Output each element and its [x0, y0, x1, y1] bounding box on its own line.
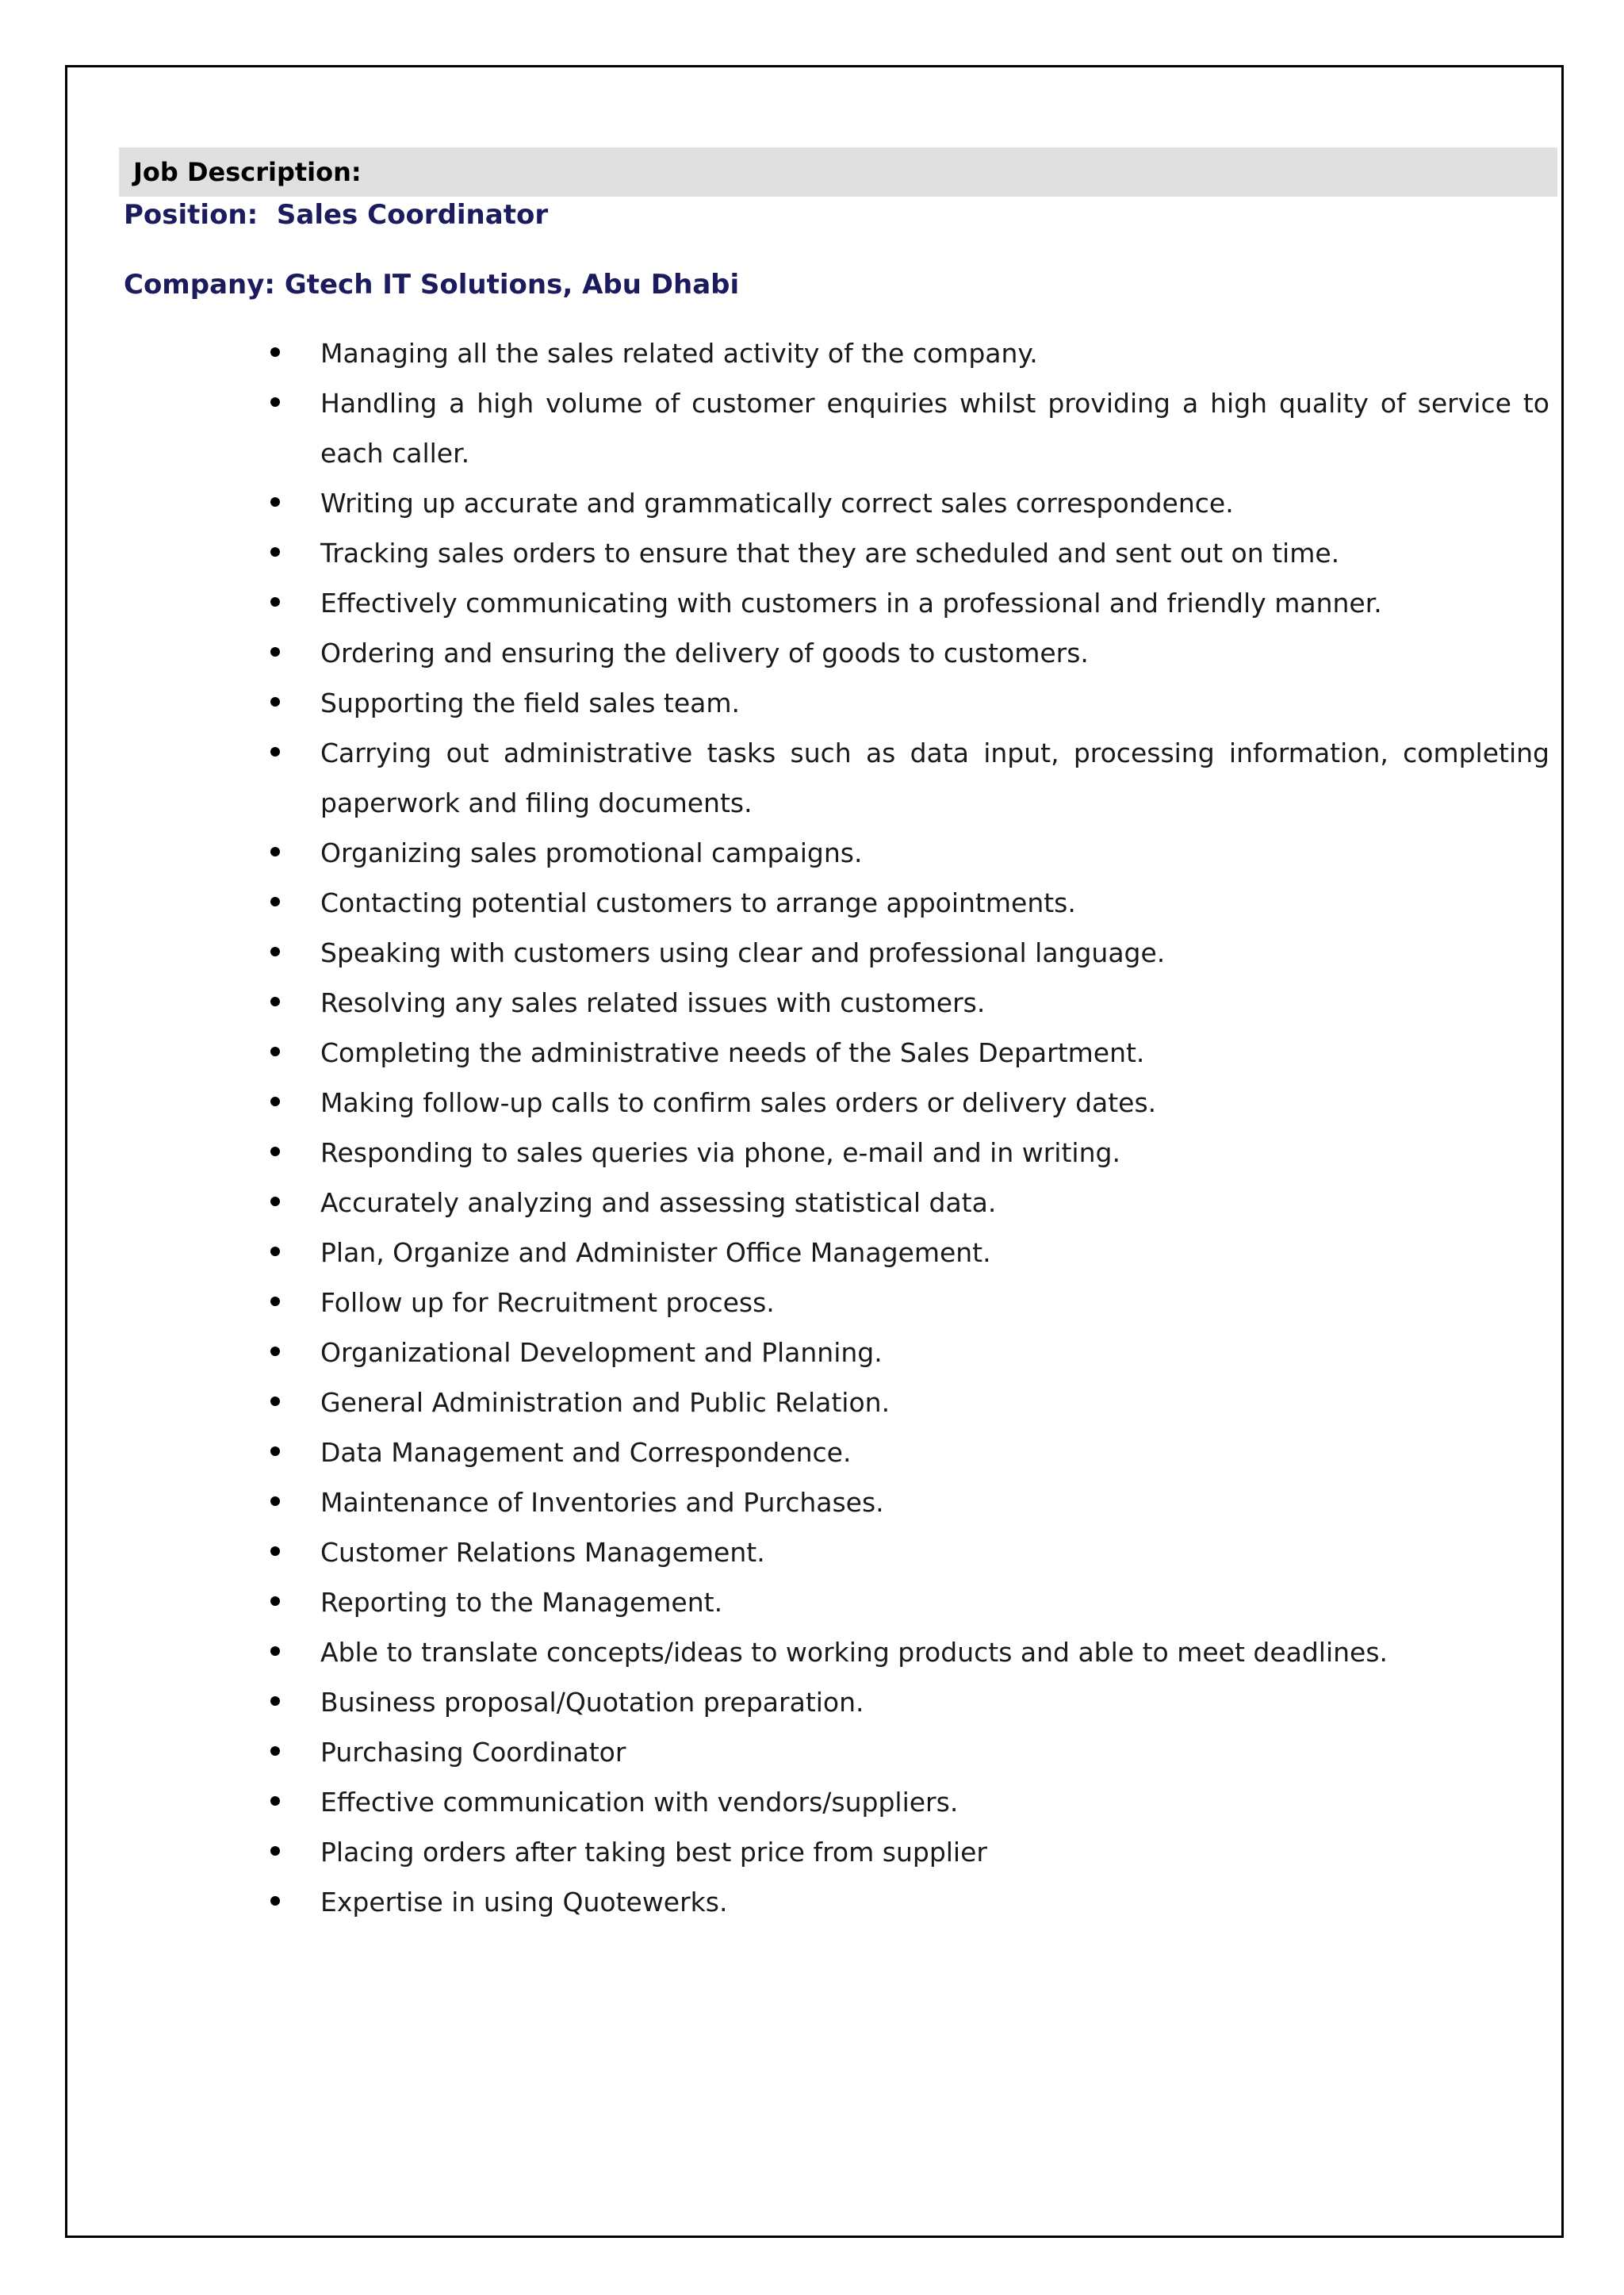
list-item-text: Carrying out administrative tasks such as data input, processing information, completing paperwork and filing documents.	[320, 738, 1549, 818]
list-item-text: Managing all the sales related activity of the company.	[320, 338, 1038, 369]
list-item	[0, 1377, 1624, 1427]
list-item-text: Reporting to the Management.	[320, 1587, 723, 1618]
list-item	[0, 1328, 1624, 1377]
list-item-text: Completing the administrative needs of the Sales Department.	[320, 1037, 1145, 1068]
list-item-text: Responding to sales queries via phone, e-mail and in writing.	[320, 1137, 1120, 1168]
list-item	[0, 1278, 1624, 1328]
bullet-icon	[270, 1496, 280, 1506]
list-item-text: Follow up for Recruitment process.	[320, 1287, 775, 1318]
section-title: Job Description:	[133, 157, 362, 187]
bullet-icon	[270, 497, 280, 507]
list-item-text: Plan, Organize and Administer Office Management.	[320, 1237, 991, 1268]
bullet-icon	[270, 1546, 280, 1556]
list-item	[0, 1727, 1624, 1777]
bullet-icon	[270, 547, 280, 557]
list-item	[0, 378, 1624, 478]
bullet-icon	[270, 1846, 280, 1856]
bullet-icon	[270, 947, 280, 956]
bullet-icon	[270, 1896, 280, 1906]
bullet-icon	[270, 1596, 280, 1606]
list-item	[0, 678, 1624, 728]
list-item-text: General Administration and Public Relation.	[320, 1387, 891, 1418]
list-item-text: Writing up accurate and grammatically correct sales correspondence.	[320, 488, 1234, 519]
list-item	[0, 978, 1624, 1028]
duties-list	[0, 328, 1624, 1927]
list-item	[0, 1427, 1624, 1477]
list-item	[0, 1627, 1624, 1677]
bullet-icon	[270, 847, 280, 856]
bullet-icon	[270, 747, 280, 757]
list-item	[0, 1028, 1624, 1078]
bullet-icon	[270, 1746, 280, 1756]
list-item	[0, 628, 1624, 678]
bullet-icon	[270, 1297, 280, 1306]
list-item	[0, 1477, 1624, 1527]
list-item-text: Supporting the field sales team.	[320, 688, 740, 718]
list-item-text: Organizational Development and Planning.	[320, 1337, 883, 1368]
bullet-icon	[270, 1347, 280, 1356]
list-item	[0, 1577, 1624, 1627]
list-item-text: Effectively communicating with customers in a professional and friendly manner.	[320, 588, 1382, 619]
list-item-text: Expertise in using Quotewerks.	[320, 1887, 728, 1918]
bullet-icon	[270, 1646, 280, 1656]
list-item-text: Accurately analyzing and assessing statistical data.	[320, 1187, 997, 1218]
list-item	[0, 1877, 1624, 1927]
bullet-icon	[270, 597, 280, 607]
list-item-text: Tracking sales orders to ensure that they are scheduled and sent out on time.	[320, 538, 1340, 569]
bullet-icon	[270, 1147, 280, 1156]
list-item-text: Organizing sales promotional campaigns.	[320, 837, 863, 868]
company-line: Company: Gtech IT Solutions, Abu Dhabi	[124, 269, 740, 301]
list-item	[0, 928, 1624, 978]
list-item	[0, 1777, 1624, 1827]
list-item	[0, 478, 1624, 528]
list-item-text: Data Management and Correspondence.	[320, 1437, 852, 1468]
bullet-icon	[270, 897, 280, 906]
bullet-icon	[270, 997, 280, 1006]
bullet-icon	[270, 1796, 280, 1806]
bullet-icon	[270, 1446, 280, 1456]
bullet-icon	[270, 1047, 280, 1056]
list-item	[0, 528, 1624, 578]
bullet-icon	[270, 697, 280, 707]
bullet-icon	[270, 1397, 280, 1406]
list-item-text: Able to translate concepts/ideas to working products and able to meet deadlines.	[320, 1637, 1388, 1668]
list-item	[0, 728, 1624, 828]
bullet-icon	[270, 1696, 280, 1706]
bullet-icon	[270, 1197, 280, 1206]
list-item-text: Customer Relations Management.	[320, 1537, 765, 1568]
list-item	[0, 1677, 1624, 1727]
list-item	[0, 1078, 1624, 1128]
list-item	[0, 1128, 1624, 1178]
list-item	[0, 1228, 1624, 1278]
list-item-text: Contacting potential customers to arrange appointments.	[320, 887, 1076, 918]
list-item-text: Purchasing Coordinator	[320, 1737, 626, 1768]
list-item	[0, 1178, 1624, 1228]
bullet-icon	[270, 347, 280, 357]
bullet-icon	[270, 1097, 280, 1106]
list-item-text: Handling a high volume of customer enquiries whilst providing a high quality of service to each caller.	[320, 388, 1549, 469]
list-item	[0, 878, 1624, 928]
list-item	[0, 328, 1624, 378]
list-item-text: Resolving any sales related issues with customers.	[320, 987, 986, 1018]
position-line: Position: Sales Coordinator	[124, 199, 549, 231]
list-item-text: Business proposal/Quotation preparation.	[320, 1687, 864, 1718]
list-item-text: Placing orders after taking best price from supplier	[320, 1837, 987, 1868]
list-item	[0, 1827, 1624, 1877]
bullet-icon	[270, 647, 280, 657]
list-item-text: Ordering and ensuring the delivery of goods to customers.	[320, 638, 1089, 669]
bullet-icon	[270, 397, 280, 407]
bullet-icon	[270, 1247, 280, 1256]
list-item-text: Speaking with customers using clear and professional language.	[320, 937, 1166, 968]
list-item-text: Making follow-up calls to confirm sales orders or delivery dates.	[320, 1087, 1157, 1118]
list-item	[0, 828, 1624, 878]
list-item-text: Effective communication with vendors/suppliers.	[320, 1787, 959, 1818]
list-item	[0, 578, 1624, 628]
list-item	[0, 1527, 1624, 1577]
list-item-text: Maintenance of Inventories and Purchases.	[320, 1487, 884, 1518]
